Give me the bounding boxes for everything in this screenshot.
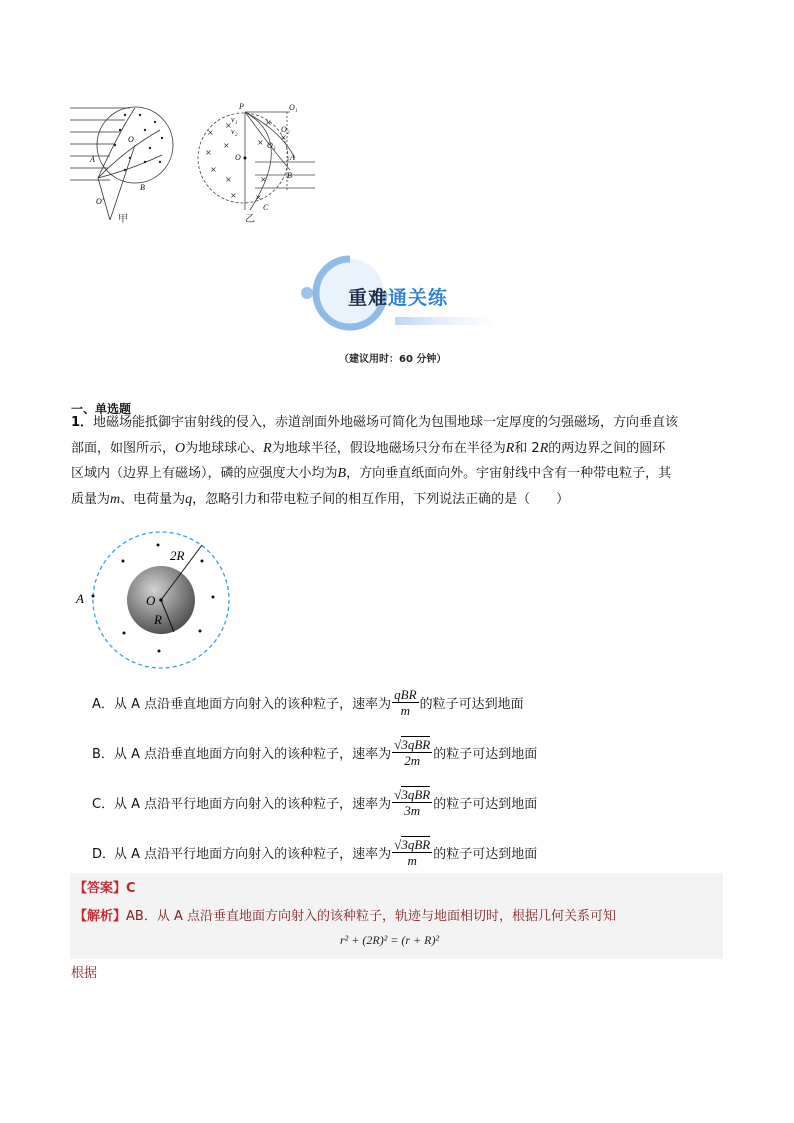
question-line-4: 质量为m、电荷量为q，忽略引力和带电粒子间的相互作用，下列说法正确的是（ ） (71, 491, 570, 507)
svg-text:×: × (205, 148, 212, 157)
option-b-fraction: $\frac{\text{√3qBR}}{2m}$ (394, 736, 431, 768)
question-line-2: 部面，如图所示，O为地球球心、R为地球半径，假设地磁场只分布在半径为R和 2R的两边界之间的圆环 (71, 440, 666, 456)
banner-title-dark: 重难 (348, 287, 389, 309)
figure-right-yi (195, 100, 320, 225)
fig-right-label-v1: v (231, 115, 235, 124)
label-r: R (154, 612, 162, 627)
svg-text:×: × (265, 118, 272, 127)
fig-right-label-o: O (235, 153, 241, 162)
fig-left-label-a: A (90, 155, 95, 164)
fig-right-label-c: C (263, 203, 269, 212)
label-o: O (146, 593, 156, 608)
options-list (92, 684, 537, 870)
svg-text:×: × (210, 165, 217, 174)
fig-right-label-v2: v (231, 127, 235, 136)
label-a: A (76, 591, 84, 606)
svg-text:×: × (225, 175, 232, 184)
banner-title-blue: 通关练 (388, 287, 449, 309)
option-a[interactable]: A． 从 A 点沿垂直地面方向射入的该种粒子，速率为 $\frac{\text{qBR}}{m}$ 的粒子可达到地面 (92, 686, 524, 718)
svg-text:×: × (257, 138, 264, 147)
answer-value: C (126, 881, 136, 896)
answer-line: 【答案】C (74, 881, 136, 896)
option-d-fraction: $\frac{\text{√3qBR}}{m}$ (394, 836, 431, 868)
question-number: 1． (71, 415, 94, 430)
svg-text:×: × (230, 191, 237, 200)
label-2r: 2R (170, 548, 185, 563)
fig-right-label-o1-sub: 1 (295, 109, 298, 114)
question-1-text (71, 410, 726, 512)
fig-right-label-o2-sub: 2 (287, 131, 290, 136)
svg-text:×: × (207, 128, 214, 137)
fig-left-label-b: B (140, 183, 145, 192)
analysis-tail: 根据 (71, 966, 98, 981)
analysis-formula: r² + (2R)² = (r + R)² (340, 933, 440, 947)
analysis-line: 【解析】AB．从 A 点沿垂直地面方向射入的该种粒子，轨迹与地面相切时，根据几何关系可知 (74, 909, 616, 924)
earth-magnetic-field-diagram (70, 525, 245, 670)
fig-right-label-o1: O (289, 103, 295, 112)
svg-text:×: × (225, 121, 232, 130)
option-b[interactable]: B． 从 A 点沿垂直地面方向射入的该种粒子，速率为 $\frac{\text{√3qBR}}{2m}$ 的粒子可达到地面 (92, 736, 538, 768)
fig-right-label-o3-sub: 3 (273, 147, 276, 152)
fig-right-label-o2: O (281, 125, 287, 134)
svg-text:×: × (260, 175, 267, 184)
fig-right-label-a: A (290, 153, 295, 162)
banner-title (348, 283, 448, 310)
option-c[interactable]: C． 从 A 点沿平行地面方向射入的该种粒子，速率为 $\frac{\text{√3qBR}}{3m}$ 的粒子可达到地面 (92, 786, 538, 818)
suggested-time: （建议用时：60 分钟） (339, 354, 447, 365)
svg-text:×: × (223, 141, 230, 150)
question-line-3: 区域内（边界上有磁场），磷的应强度大小均为B，方向垂直纸面向外。宇宙射线中含有一种带电粒子，其 (71, 466, 672, 481)
figure-right-caption: 乙 (245, 214, 255, 225)
svg-text:×: × (280, 133, 287, 142)
fig-right-label-b: B (287, 171, 292, 180)
fig-right-label-v1-sub: 1 (235, 121, 238, 126)
answer-box (70, 873, 723, 959)
fig-right-label-o3: O (267, 141, 273, 150)
fig-right-label-v2-sub: 2 (235, 133, 238, 138)
svg-text:×: × (255, 193, 262, 202)
fig-left-label-oprime: O' (96, 197, 104, 206)
section-title: 一、单选题 (71, 402, 132, 416)
figure-left-jia (70, 100, 180, 225)
option-a-fraction: $\frac{\text{qBR}}{m}$ (394, 686, 417, 718)
question-line-1: 地磁场能抵御宇宙射线的侵入，赤道剖面外地磁场可简化为包围地球一定厚度的匀强磁场，方向垂直该 (93, 415, 679, 430)
option-c-fraction: $\frac{\text{√3qBR}}{3m}$ (394, 786, 431, 818)
option-d[interactable]: D． 从 A 点沿平行地面方向射入的该种粒子，速率为 $\frac{\text{√3qBR}}{m}$ 的粒子可达到地面 (92, 836, 538, 868)
fig-left-label-o: O (128, 135, 134, 144)
fig-right-label-p: P (239, 102, 244, 111)
figure-left-caption: 甲 (118, 214, 128, 225)
